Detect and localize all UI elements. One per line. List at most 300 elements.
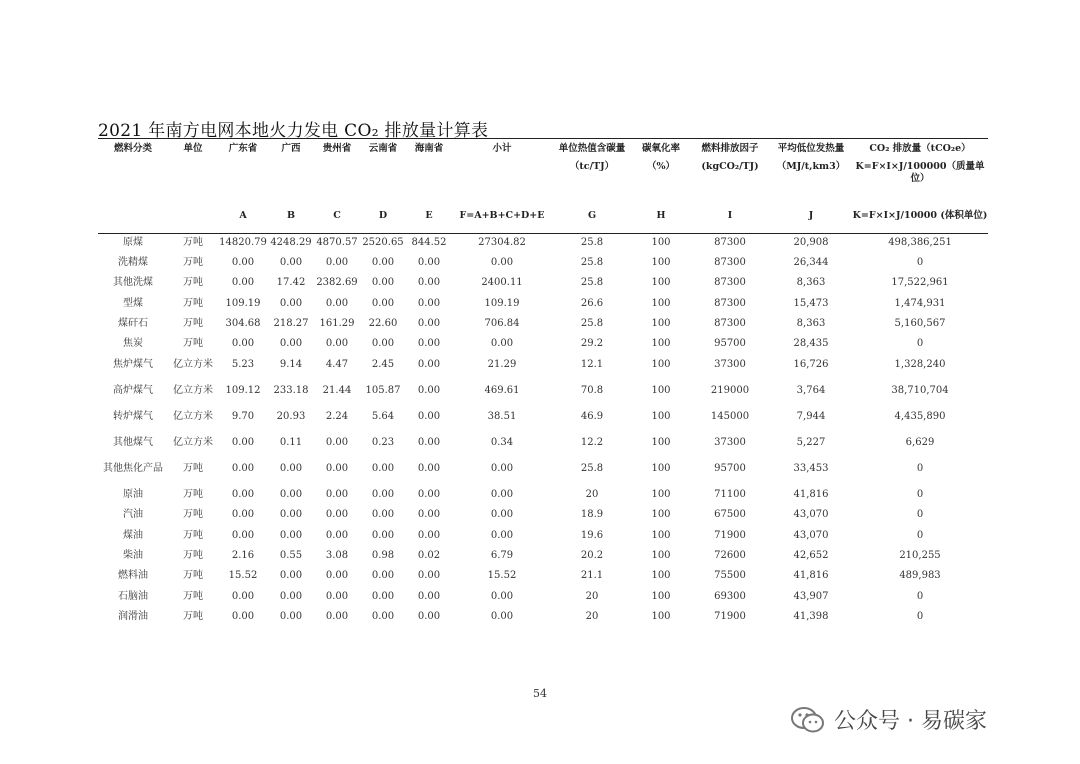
table-row xyxy=(98,460,988,486)
value-cell: 0.00 xyxy=(371,590,395,602)
value-cell: 0.00 xyxy=(417,318,441,330)
value-cell: 38,710,704 xyxy=(891,384,949,396)
value-cell: 5.64 xyxy=(371,410,395,422)
unit-cell: 万吨 xyxy=(183,611,203,623)
value-cell: 0.00 xyxy=(371,277,395,289)
column-header-label: 碳氧化率 xyxy=(641,143,680,154)
value-cell: 37300 xyxy=(714,358,746,370)
value-cell: 0.00 xyxy=(417,570,441,582)
value-cell: 72600 xyxy=(714,550,746,562)
value-cell: 0.00 xyxy=(231,488,255,500)
unit-cell: 亿立方米 xyxy=(173,436,213,448)
value-cell: 0.00 xyxy=(490,488,514,500)
column-code: J xyxy=(808,210,814,221)
value-cell: 9.14 xyxy=(279,358,303,370)
value-cell: 1,474,931 xyxy=(894,297,946,309)
value-cell: 105.87 xyxy=(365,384,401,396)
value-cell: 95700 xyxy=(714,462,746,474)
value-cell: 6,629 xyxy=(905,436,935,448)
column-header-label: 云南省 xyxy=(368,143,398,154)
column-header xyxy=(770,139,852,200)
value-cell: 67500 xyxy=(714,509,746,521)
value-cell: 0.00 xyxy=(417,462,441,474)
value-cell: 43,907 xyxy=(793,590,829,602)
value-cell: 0.00 xyxy=(231,338,255,350)
value-cell: 9.70 xyxy=(231,410,255,422)
column-header xyxy=(314,139,360,200)
value-cell: 0.23 xyxy=(371,436,395,448)
value-cell: 2.45 xyxy=(371,358,395,370)
value-cell: 0.11 xyxy=(279,436,303,448)
value-cell: 4,435,890 xyxy=(894,410,946,422)
value-cell: 0.00 xyxy=(279,256,303,268)
value-cell: 0.00 xyxy=(325,529,349,541)
value-cell: 87300 xyxy=(714,277,746,289)
value-cell: 2382.69 xyxy=(316,277,358,289)
fuel-name-cell: 燃料油 xyxy=(118,570,148,582)
watermark xyxy=(790,704,987,735)
value-cell: 12.1 xyxy=(580,358,604,370)
column-header-label: 平均低位发热量 xyxy=(777,143,845,154)
fuel-name-cell: 其他焦化产品 xyxy=(103,462,163,474)
fuel-name-cell: 其他洗煤 xyxy=(113,277,153,289)
value-cell: 100 xyxy=(651,570,671,582)
table-row xyxy=(98,234,988,254)
value-cell: 17,522,961 xyxy=(891,277,949,289)
column-code: F=A+B+C+D+E xyxy=(459,210,545,221)
emissions-table xyxy=(98,138,988,629)
value-cell: 5,227 xyxy=(796,436,826,448)
value-cell: 1,328,240 xyxy=(894,358,946,370)
fuel-name-cell: 润滑油 xyxy=(118,611,148,623)
value-cell: 43,070 xyxy=(793,529,829,541)
unit-cell: 万吨 xyxy=(183,338,203,350)
value-cell: 42,652 xyxy=(793,550,829,562)
value-cell: 46.9 xyxy=(580,410,604,422)
value-cell: 100 xyxy=(651,462,671,474)
value-cell: 0 xyxy=(916,488,924,500)
column-header xyxy=(360,139,406,200)
value-cell: 0.00 xyxy=(490,611,514,623)
value-cell: 0.00 xyxy=(325,590,349,602)
value-cell: 21.44 xyxy=(322,384,352,396)
value-cell: 0.00 xyxy=(231,462,255,474)
column-code: H xyxy=(656,210,666,221)
value-cell: 0.34 xyxy=(490,436,514,448)
page-title: 2021 年南方电网本地火力发电 CO₂ 排放量计算表 xyxy=(98,121,489,141)
value-cell: 0.00 xyxy=(325,570,349,582)
fuel-name-cell: 汽油 xyxy=(123,509,143,521)
value-cell: 0.00 xyxy=(371,297,395,309)
value-cell: 0.00 xyxy=(231,256,255,268)
value-cell: 0 xyxy=(916,590,924,602)
value-cell: 498,386,251 xyxy=(888,237,952,248)
unit-cell: 亿立方米 xyxy=(173,410,213,422)
value-cell: 109.19 xyxy=(484,297,520,309)
value-cell: 161.29 xyxy=(319,318,355,330)
value-cell: 0.98 xyxy=(371,550,395,562)
value-cell: 7,944 xyxy=(796,410,826,422)
fuel-name-cell: 高炉煤气 xyxy=(113,384,153,396)
unit-cell: 万吨 xyxy=(183,529,203,541)
value-cell: 69300 xyxy=(714,590,746,602)
column-header-label: 海南省 xyxy=(414,143,444,154)
table-row xyxy=(98,588,988,608)
value-cell: 0.00 xyxy=(231,509,255,521)
column-code: K=F×I×J/10000 (体积单位) xyxy=(852,210,988,221)
value-cell: 33,453 xyxy=(793,462,829,474)
value-cell: 0.00 xyxy=(325,611,349,623)
value-cell: 100 xyxy=(651,410,671,422)
column-header xyxy=(452,139,552,200)
value-cell: 8,363 xyxy=(796,318,826,330)
value-cell: 0.00 xyxy=(490,590,514,602)
value-cell: 0.00 xyxy=(231,529,255,541)
value-cell: 0.00 xyxy=(325,338,349,350)
value-cell: 0.00 xyxy=(417,436,441,448)
value-cell: 0.00 xyxy=(417,410,441,422)
column-code: I xyxy=(727,210,733,221)
value-cell: 25.8 xyxy=(580,256,604,268)
value-cell: 0.00 xyxy=(325,256,349,268)
value-cell: 38.51 xyxy=(487,410,517,422)
value-cell: 109.12 xyxy=(225,384,261,396)
value-cell: 41,816 xyxy=(793,488,829,500)
column-code xyxy=(168,199,218,234)
value-cell: 17.42 xyxy=(276,277,306,289)
fuel-name-cell: 型煤 xyxy=(123,297,143,309)
value-cell: 2.16 xyxy=(231,550,255,562)
column-header xyxy=(218,139,268,200)
column-code: B xyxy=(286,210,296,221)
column-header-label: 广东省 xyxy=(228,143,258,154)
value-cell: 109.19 xyxy=(225,297,261,309)
table-row xyxy=(98,408,988,434)
value-cell: 29.2 xyxy=(580,338,604,350)
value-cell: 100 xyxy=(651,590,671,602)
value-cell: 5,160,567 xyxy=(894,318,946,330)
value-cell: 0.00 xyxy=(279,590,303,602)
value-cell: 0.00 xyxy=(279,338,303,350)
column-header-unit: （%） xyxy=(646,161,676,172)
value-cell: 16,726 xyxy=(793,358,829,370)
table-header xyxy=(98,139,988,234)
value-cell: 8,363 xyxy=(796,277,826,289)
value-cell: 0.00 xyxy=(231,590,255,602)
table-body xyxy=(98,234,988,629)
fuel-name-cell: 转炉煤气 xyxy=(113,410,153,422)
value-cell: 25.8 xyxy=(580,237,604,248)
value-cell: 87300 xyxy=(714,297,746,309)
value-cell: 19.6 xyxy=(580,529,604,541)
value-cell: 0 xyxy=(916,462,924,474)
unit-cell: 亿立方米 xyxy=(173,358,213,370)
column-header-label: 燃料分类 xyxy=(113,143,152,154)
value-cell: 75500 xyxy=(714,570,746,582)
value-cell: 25.8 xyxy=(580,462,604,474)
value-cell: 233.18 xyxy=(273,384,309,396)
value-cell: 4248.29 xyxy=(270,237,312,248)
value-cell: 304.68 xyxy=(225,318,261,330)
fuel-name-cell: 煤油 xyxy=(123,529,143,541)
value-cell: 210,255 xyxy=(899,550,941,562)
value-cell: 100 xyxy=(651,509,671,521)
value-cell: 0.00 xyxy=(417,297,441,309)
fuel-name-cell: 石脑油 xyxy=(118,590,148,602)
value-cell: 20,908 xyxy=(793,237,829,248)
table-row xyxy=(98,486,988,506)
value-cell: 100 xyxy=(651,611,671,623)
value-cell: 43,070 xyxy=(793,509,829,521)
value-cell: 0.00 xyxy=(325,488,349,500)
value-cell: 0.00 xyxy=(371,570,395,582)
value-cell: 0.00 xyxy=(279,509,303,521)
page-number: 54 xyxy=(533,687,547,700)
value-cell: 844.52 xyxy=(411,237,447,248)
wechat-icon xyxy=(790,705,826,735)
column-header-label: 贵州省 xyxy=(322,143,352,154)
unit-cell: 万吨 xyxy=(183,462,203,474)
value-cell: 0.00 xyxy=(490,462,514,474)
column-code: G xyxy=(587,210,597,221)
value-cell: 0.00 xyxy=(325,509,349,521)
value-cell: 26,344 xyxy=(793,256,829,268)
column-code: C xyxy=(333,210,341,221)
value-cell: 0.00 xyxy=(371,611,395,623)
unit-cell: 万吨 xyxy=(183,256,203,268)
unit-cell: 万吨 xyxy=(183,488,203,500)
value-cell: 0.00 xyxy=(279,570,303,582)
column-code: D xyxy=(378,210,388,221)
value-cell: 219000 xyxy=(710,384,750,396)
column-header-unit: （MJ/t,km3） xyxy=(776,161,846,172)
value-cell: 87300 xyxy=(714,237,746,248)
value-cell: 100 xyxy=(651,318,671,330)
value-cell: 0.55 xyxy=(279,550,303,562)
watermark-text: 公众号 · 易碳家 xyxy=(834,709,987,734)
value-cell: 28,435 xyxy=(793,338,829,350)
value-cell: 15,473 xyxy=(793,297,829,309)
value-cell: 0.00 xyxy=(325,436,349,448)
value-cell: 71900 xyxy=(714,529,746,541)
fuel-name-cell: 柴油 xyxy=(123,550,143,562)
value-cell: 0.00 xyxy=(371,338,395,350)
value-cell: 0 xyxy=(916,256,924,268)
value-cell: 0.00 xyxy=(417,338,441,350)
table-row xyxy=(98,527,988,547)
value-cell: 0.00 xyxy=(417,384,441,396)
value-cell: 0 xyxy=(916,529,924,541)
value-cell: 26.6 xyxy=(580,297,604,309)
unit-cell: 万吨 xyxy=(183,550,203,562)
value-cell: 0.00 xyxy=(490,338,514,350)
value-cell: 20.93 xyxy=(276,410,306,422)
value-cell: 15.52 xyxy=(228,570,258,582)
value-cell: 100 xyxy=(651,277,671,289)
column-header xyxy=(406,139,452,200)
table-row xyxy=(98,315,988,335)
value-cell: 87300 xyxy=(714,256,746,268)
value-cell: 0.00 xyxy=(417,277,441,289)
table-row xyxy=(98,506,988,526)
value-cell: 0.00 xyxy=(417,488,441,500)
table-row xyxy=(98,335,988,355)
value-cell: 87300 xyxy=(714,318,746,330)
value-cell: 0.00 xyxy=(325,297,349,309)
value-cell: 6.79 xyxy=(490,550,514,562)
value-cell: 71900 xyxy=(714,611,746,623)
value-cell: 0.00 xyxy=(279,529,303,541)
column-header-unit: (kgCO₂/TJ) xyxy=(701,161,759,172)
value-cell: 70.8 xyxy=(580,384,604,396)
value-cell: 22.60 xyxy=(368,318,398,330)
table-row xyxy=(98,295,988,315)
fuel-name-cell: 焦炭 xyxy=(123,338,143,350)
value-cell: 0 xyxy=(916,509,924,521)
value-cell: 3.08 xyxy=(325,550,349,562)
column-header-label: 燃料排放因子 xyxy=(701,143,759,154)
column-header-label: CO₂ 排放量（tCO₂e） xyxy=(869,143,971,154)
column-code xyxy=(98,199,168,234)
fuel-name-cell: 其他煤气 xyxy=(113,436,153,448)
value-cell: 489,983 xyxy=(899,570,941,582)
fuel-name-cell: 煤矸石 xyxy=(118,318,148,330)
column-header-label: 小计 xyxy=(492,143,512,154)
value-cell: 0.00 xyxy=(417,358,441,370)
column-header-unit: （tc/TJ） xyxy=(569,161,615,172)
value-cell: 100 xyxy=(651,338,671,350)
value-cell: 41,816 xyxy=(793,570,829,582)
value-cell: 0.00 xyxy=(490,509,514,521)
value-cell: 3,764 xyxy=(796,384,826,396)
value-cell: 218.27 xyxy=(273,318,309,330)
value-cell: 41,398 xyxy=(793,611,829,623)
value-cell: 100 xyxy=(651,297,671,309)
unit-cell: 亿立方米 xyxy=(173,384,213,396)
column-code: E xyxy=(425,210,433,221)
value-cell: 4870.57 xyxy=(316,237,358,248)
column-header xyxy=(98,139,168,200)
emissions-table-container xyxy=(98,138,988,629)
value-cell: 100 xyxy=(651,550,671,562)
value-cell: 71100 xyxy=(714,488,746,500)
fuel-name-cell: 焦炉煤气 xyxy=(113,358,153,370)
value-cell: 0.00 xyxy=(490,256,514,268)
column-header xyxy=(852,139,988,200)
value-cell: 0.00 xyxy=(417,611,441,623)
column-header xyxy=(552,139,632,200)
value-cell: 0.00 xyxy=(279,297,303,309)
table-row xyxy=(98,608,988,628)
unit-cell: 万吨 xyxy=(183,590,203,602)
value-cell: 20 xyxy=(585,488,599,500)
fuel-name-cell: 原煤 xyxy=(123,237,143,248)
unit-cell: 万吨 xyxy=(183,237,203,248)
value-cell: 0.00 xyxy=(371,529,395,541)
value-cell: 0.00 xyxy=(417,509,441,521)
value-cell: 0.00 xyxy=(279,611,303,623)
value-cell: 25.8 xyxy=(580,318,604,330)
column-header xyxy=(690,139,770,200)
value-cell: 12.2 xyxy=(580,436,604,448)
value-cell: 0.00 xyxy=(279,488,303,500)
table-row xyxy=(98,356,988,382)
value-cell: 21.29 xyxy=(487,358,517,370)
value-cell: 0.00 xyxy=(417,590,441,602)
value-cell: 0.00 xyxy=(231,436,255,448)
value-cell: 0.00 xyxy=(279,462,303,474)
value-cell: 37300 xyxy=(714,436,746,448)
value-cell: 5.23 xyxy=(231,358,255,370)
table-row xyxy=(98,254,988,274)
value-cell: 145000 xyxy=(710,410,750,422)
unit-cell: 万吨 xyxy=(183,509,203,521)
value-cell: 4.47 xyxy=(325,358,349,370)
value-cell: 95700 xyxy=(714,338,746,350)
value-cell: 20.2 xyxy=(580,550,604,562)
column-code: A xyxy=(239,210,247,221)
table-row xyxy=(98,434,988,460)
value-cell: 14820.79 xyxy=(219,237,267,248)
value-cell: 100 xyxy=(651,529,671,541)
fuel-name-cell: 洗精煤 xyxy=(118,256,148,268)
value-cell: 20 xyxy=(585,611,599,623)
value-cell: 0.00 xyxy=(371,488,395,500)
table-row xyxy=(98,567,988,587)
value-cell: 20 xyxy=(585,590,599,602)
value-cell: 21.1 xyxy=(580,570,604,582)
value-cell: 0.02 xyxy=(417,550,441,562)
value-cell: 2400.11 xyxy=(481,277,523,289)
value-cell: 0.00 xyxy=(371,256,395,268)
value-cell: 2.24 xyxy=(325,410,349,422)
value-cell: 100 xyxy=(651,436,671,448)
unit-cell: 万吨 xyxy=(183,570,203,582)
value-cell: 0.00 xyxy=(371,462,395,474)
value-cell: 15.52 xyxy=(487,570,517,582)
value-cell: 0.00 xyxy=(325,462,349,474)
value-cell: 0.00 xyxy=(371,509,395,521)
value-cell: 0.00 xyxy=(231,277,255,289)
unit-cell: 万吨 xyxy=(183,318,203,330)
column-header xyxy=(632,139,690,200)
value-cell: 18.9 xyxy=(580,509,604,521)
value-cell: 0.00 xyxy=(231,611,255,623)
value-cell: 0.00 xyxy=(490,529,514,541)
column-header xyxy=(168,139,218,200)
value-cell: 0 xyxy=(916,611,924,623)
value-cell: 706.84 xyxy=(484,318,520,330)
value-cell: 100 xyxy=(651,237,671,248)
value-cell: 27304.82 xyxy=(478,237,526,248)
column-header-label: 单位热值含碳量 xyxy=(558,143,626,154)
value-cell: 0.00 xyxy=(417,529,441,541)
table-row xyxy=(98,274,988,294)
column-header-label: 单位 xyxy=(183,143,203,154)
column-header-label: 广西 xyxy=(281,143,301,154)
value-cell: 2520.65 xyxy=(362,237,404,248)
value-cell: 0.00 xyxy=(417,256,441,268)
unit-cell: 万吨 xyxy=(183,297,203,309)
value-cell: 100 xyxy=(651,488,671,500)
fuel-name-cell: 原油 xyxy=(123,488,143,500)
table-row xyxy=(98,382,988,408)
column-header-unit: K=F×I×J/100000（质量单位） xyxy=(855,161,985,184)
value-cell: 100 xyxy=(651,256,671,268)
column-header xyxy=(268,139,314,200)
value-cell: 469.61 xyxy=(484,384,520,396)
table-row xyxy=(98,547,988,567)
